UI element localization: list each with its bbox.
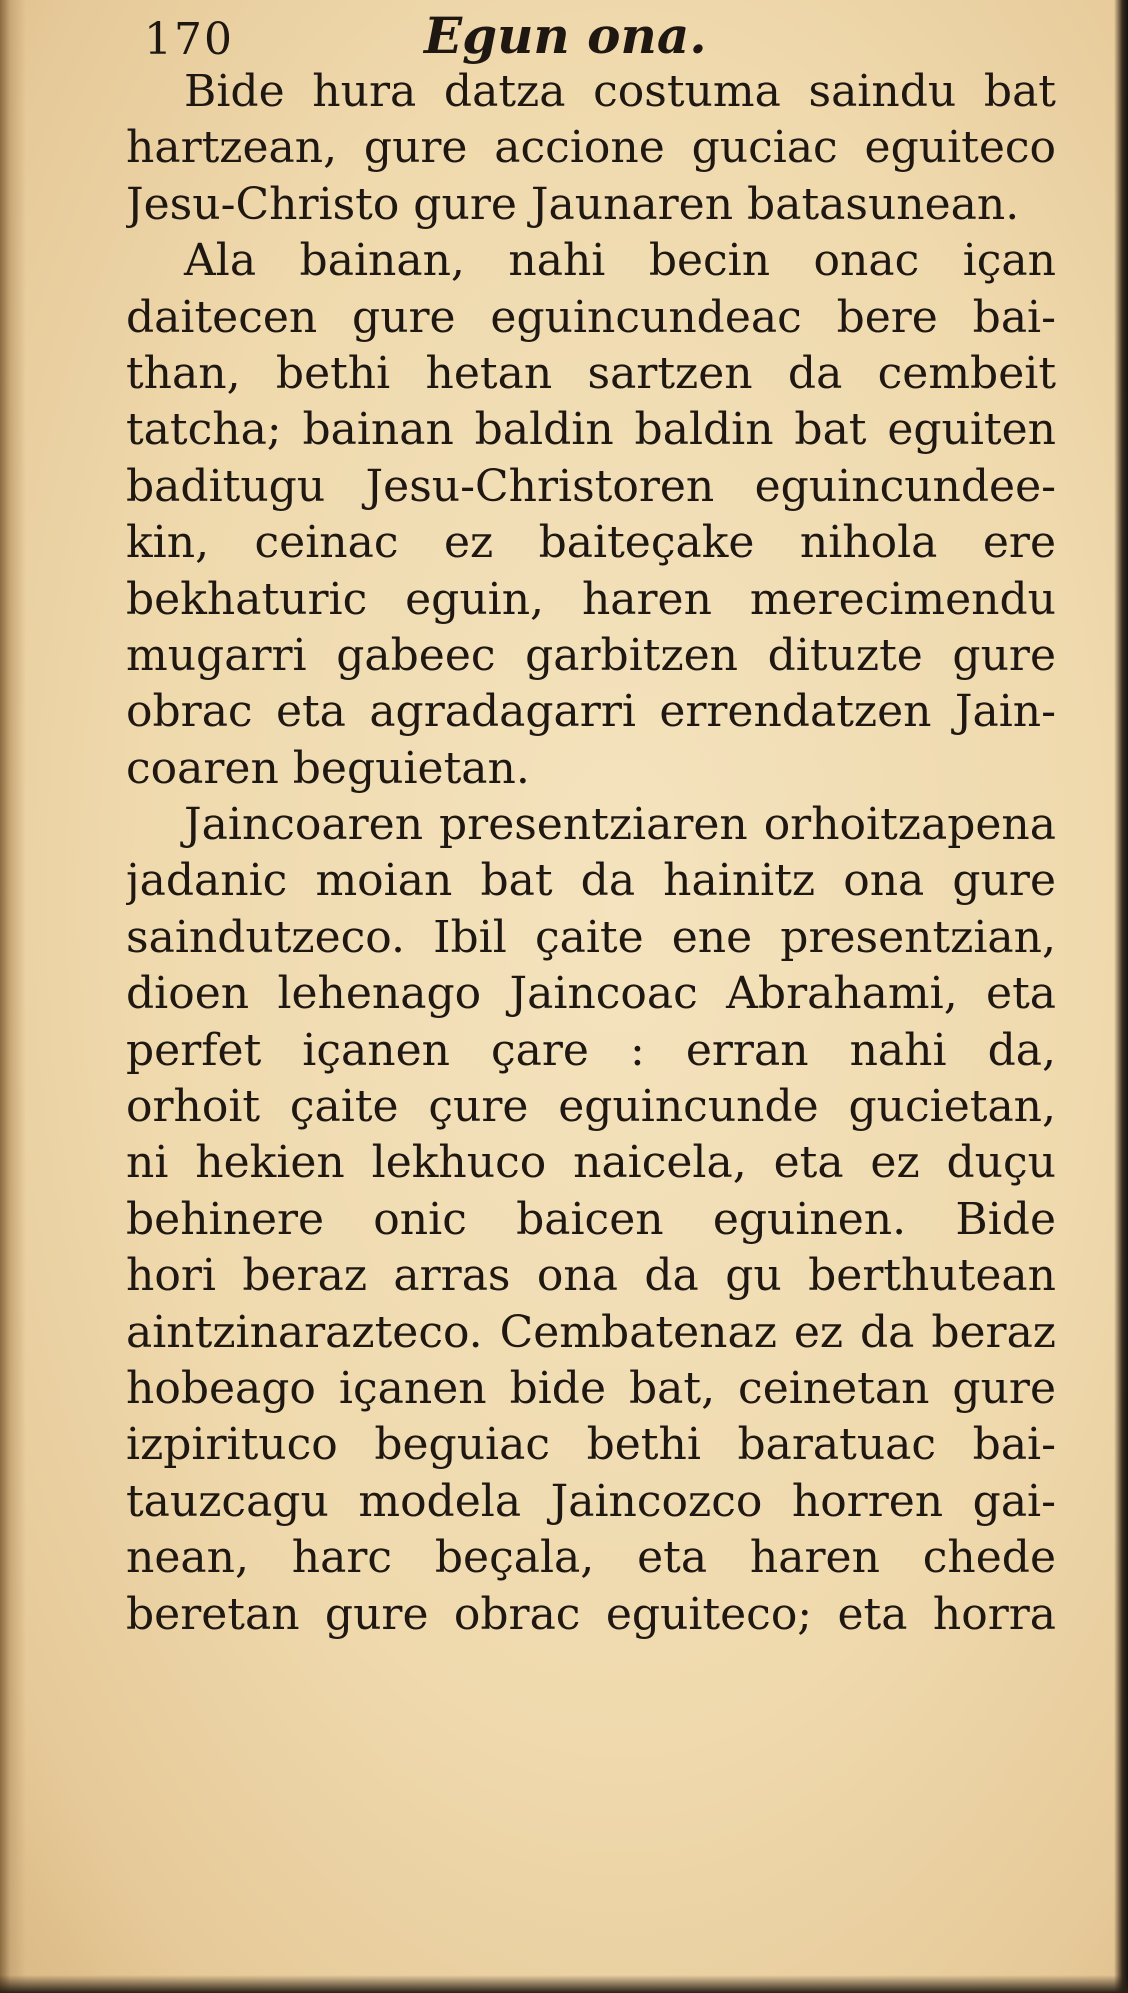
text-line: hartzean, gure accione guciac eguiteco [126,122,1056,174]
text-line: kin, ceinac ez baiteçake nihola ere [126,517,1056,569]
page-bottom-edge [0,1975,1128,1993]
page-left-edge [0,0,26,1993]
text-line: bekhaturic eguin, haren merecimendu [126,573,1056,625]
text-line: nean, harc beçala, eta haren chede [126,1532,1056,1584]
text-line: obrac eta agradagarri errendatzen Jain- [126,686,1056,738]
text-line: ni hekien lekhuco naicela, eta ez duçu [126,1137,1056,1189]
text-line: saindutzeco. Ibil çaite ene presentzian, [126,911,1056,963]
text-line: jadanic moian bat da hainitz ona gure [126,855,1056,907]
page-number: 170 [144,14,234,65]
text-line: tauzcagu modela Jaincozco horren gai- [126,1475,1056,1527]
page-header [124,6,1024,66]
running-title: Egun ona. [424,6,707,65]
text-line: Bide hura datza costuma saindu bat [184,66,1056,117]
text-line: than, bethi hetan sartzen da cembeit [126,347,1056,399]
text-line: izpirituco beguiac bethi baratuac bai- [126,1419,1056,1471]
text-line: Ala bainan, nahi becin onac içan [184,235,1056,287]
text-line: beretan gure obrac eguiteco; eta horra [126,1588,1056,1640]
text-line: dioen lehenago Jaincoac Abrahami, eta [126,968,1056,1020]
text-line: aintzinarazteco. Cembatenaz ez da beraz [126,1306,1056,1358]
text-line: orhoit çaite çure eguincunde gucietan, [126,1081,1056,1133]
text-line: daitecen gure eguincundeac bere bai- [126,291,1056,343]
text-line: hori beraz arras ona da gu berthutean [126,1250,1056,1302]
text-line: mugarri gabeec garbitzen dituzte gure [126,629,1056,681]
text-line: hobeago içanen bide bat, ceinetan gure [126,1362,1056,1414]
text-line: Jaincoaren presentziaren orhoitzapena [184,799,1056,851]
text-line: coaren beguietan. [126,742,530,794]
text-line: Jesu-Christo gure Jaunaren batasunean. [126,178,1020,230]
page-right-edge [1114,0,1128,1993]
text-line: baditugu Jesu-Christoren eguincundee- [126,460,1056,512]
text-line: perfet içanen çare : erran nahi da, [126,1024,1056,1076]
text-line: tatcha; bainan baldin baldin bat eguiten [126,404,1056,456]
body-text [126,64,1056,1643]
text-line: behinere onic baicen eguinen. Bide [126,1193,1056,1245]
